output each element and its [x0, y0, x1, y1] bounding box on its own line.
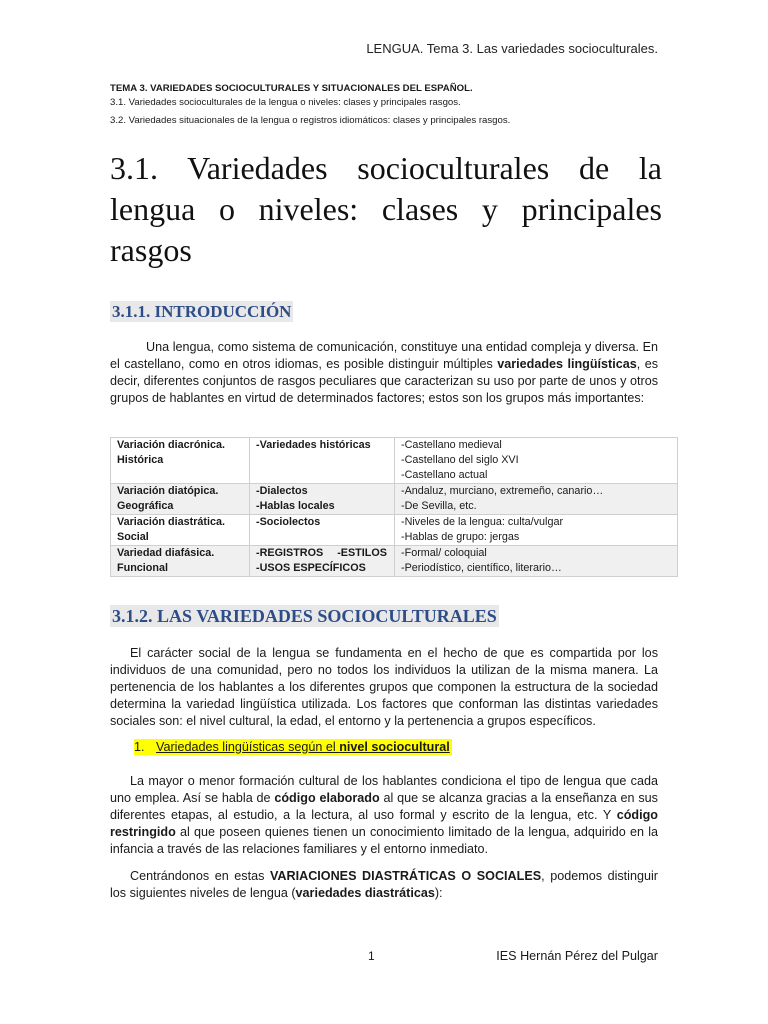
- table-cell-examples: [395, 484, 678, 515]
- intro-text-b: , es decir, diferentes conjuntos de rasgos peculiares que caracterizan su uso por parte de unos y otros grupos de hablantes en virtud de determinados factores; estos son los grupos más importantes:: [110, 357, 659, 405]
- table-cell-examples: [395, 515, 678, 546]
- levels-paragraph: [110, 868, 658, 902]
- cell-line: -USOS ESPECÍFICOS: [256, 562, 366, 574]
- codes-bold-2: código restringido: [110, 808, 658, 839]
- levels-bold-2: variedades diastráticas: [295, 886, 435, 900]
- cell-line: -Sociolectos: [256, 516, 321, 528]
- codes-text-c: al que poseen quienes tienen un conocimiento limitado de la lengua, adquirido en la infancia a través de las relaciones familiares y el entorno inmediato.: [110, 825, 658, 856]
- running-header: LENGUA. Tema 3. Las variedades socioculturales.: [366, 41, 658, 56]
- table-cell-type: [111, 515, 250, 546]
- cell-line: -Hablas locales: [256, 500, 335, 512]
- cell-line: Variación diacrónica.: [117, 439, 226, 451]
- cell-line: Variedad diafásica.: [117, 547, 215, 559]
- footer-school: IES Hernán Pérez del Pulgar: [496, 949, 658, 963]
- cell-line: -Dialectos: [256, 485, 308, 497]
- cell-line: -Periodístico, científico, literario…: [401, 562, 562, 574]
- table-cell-type: [111, 484, 250, 515]
- codes-paragraph: [110, 773, 658, 858]
- intro-text-a: Una lengua, como sistema de comunicación, constituye una entidad compleja y diversa. En el castellano, como en otros idiomas, es posible distinguir múltiples: [110, 340, 658, 371]
- table-cell-variety: [250, 546, 395, 577]
- variation-table: [110, 437, 678, 577]
- table-cell-type: [111, 546, 250, 577]
- table-row: [111, 515, 678, 546]
- table-cell-examples: [395, 438, 678, 484]
- levels-text-b: , podemos distinguir los siguientes niveles de lengua (: [110, 869, 658, 900]
- cell-line: -Niveles de la lengua: culta/vulgar: [401, 516, 564, 528]
- section-heading-text: 3.1.1. INTRODUCCIÓN: [112, 302, 292, 321]
- cell-line: -Castellano del siglo XVI: [401, 454, 519, 466]
- topic-outline: [110, 82, 670, 128]
- main-title: 3.1. Variedades socioculturales de la lengua o niveles: clases y principales rasgos: [110, 150, 662, 268]
- table-row: [111, 484, 678, 515]
- table-cell-variety: [250, 484, 395, 515]
- table-cell-type: [111, 438, 250, 484]
- cell-line: Social: [117, 531, 149, 543]
- intro-bold-term: variedades lingüísticas: [497, 357, 637, 371]
- cell-line: -Hablas de grupo: jergas: [401, 531, 520, 543]
- codes-text-a: La mayor o menor formación cultural de los hablantes condiciona el tipo de lengua que cada uno emplea. Así se habla de: [110, 774, 658, 805]
- cell-line: -Formal/ coloquial: [401, 547, 487, 559]
- cell-line: -Castellano medieval: [401, 439, 502, 451]
- social-text: El carácter social de la lengua se fundamenta en el hecho de que es compartida por los individuos de una comunidad, pero no todos los individuos la utilizan de la misma manera. La pertenencia de los hablantes a los diferentes grupos que componen la estructura de la sociedad determina la variedad lingüística utilizada. Los factores que conforman las distintas variedades sociales son: el nivel cultural, la edad, el entorno y la pertenencia a grupos específicos.: [110, 646, 658, 728]
- cell-line: -De Sevilla, etc.: [401, 500, 477, 512]
- list-text: Variedades lingüísticas según el: [156, 740, 340, 754]
- table-row: [111, 546, 678, 577]
- intro-paragraph: [110, 339, 658, 407]
- table-row: [111, 438, 678, 484]
- levels-bold-1: VARIACIONES DIASTRÁTICAS O SOCIALES: [269, 869, 542, 883]
- section-heading-variedades: [110, 606, 499, 627]
- cell-line: -Andaluz, murciano, extremeño, canario…: [401, 485, 604, 497]
- table-cell-variety: [250, 438, 395, 484]
- outline-topic-title: TEMA 3. VARIEDADES SOCIOCULTURALES Y SITUACIONALES DEL ESPAÑOL.: [110, 83, 473, 94]
- cell-line: Variación diatópica.: [117, 485, 219, 497]
- page-number: 1: [368, 949, 375, 963]
- cell-line: Histórica: [117, 454, 164, 466]
- section-heading-introduccion: [110, 302, 293, 322]
- section-heading-text: 3.1.2. LAS VARIEDADES SOCIOCULTURALES: [112, 606, 497, 626]
- cell-line: Funcional: [117, 562, 168, 574]
- cell-line: [256, 546, 388, 561]
- highlighted-list-item: [134, 739, 452, 755]
- levels-text-c: ):: [434, 886, 443, 900]
- estilos-label: -ESTILOS: [337, 547, 387, 559]
- outline-item-3-1: 3.1. Variedades socioculturales de la lengua o niveles: clases y principales rasgos.: [110, 97, 461, 108]
- table-cell-examples: [395, 546, 678, 577]
- codes-bold-1: código elaborado: [274, 791, 380, 805]
- levels-text-a: Centrándonos en estas: [130, 869, 270, 883]
- cell-line: -Castellano actual: [401, 469, 488, 481]
- list-bold-text: nivel sociocultural: [339, 740, 450, 754]
- cell-line: -Variedades históricas: [256, 439, 371, 451]
- cell-line: Geográfica: [117, 500, 174, 512]
- social-paragraph: [110, 645, 658, 730]
- table-cell-variety: [250, 515, 395, 546]
- codes-text-b: al que se alcanza gracias a la enseñanza en sus diferentes etapas, al estudio, a la lectura, al uso formal y escrito de la lengua, etc. Y: [110, 791, 658, 822]
- outline-item-3-2: 3.2. Variedades situacionales de la lengua o registros idiomáticos: clases y principales rasgos.: [110, 115, 511, 126]
- cell-line: Variación diastrática.: [117, 516, 226, 528]
- registros-label: -REGISTROS: [256, 547, 324, 559]
- list-number: 1.: [134, 740, 145, 754]
